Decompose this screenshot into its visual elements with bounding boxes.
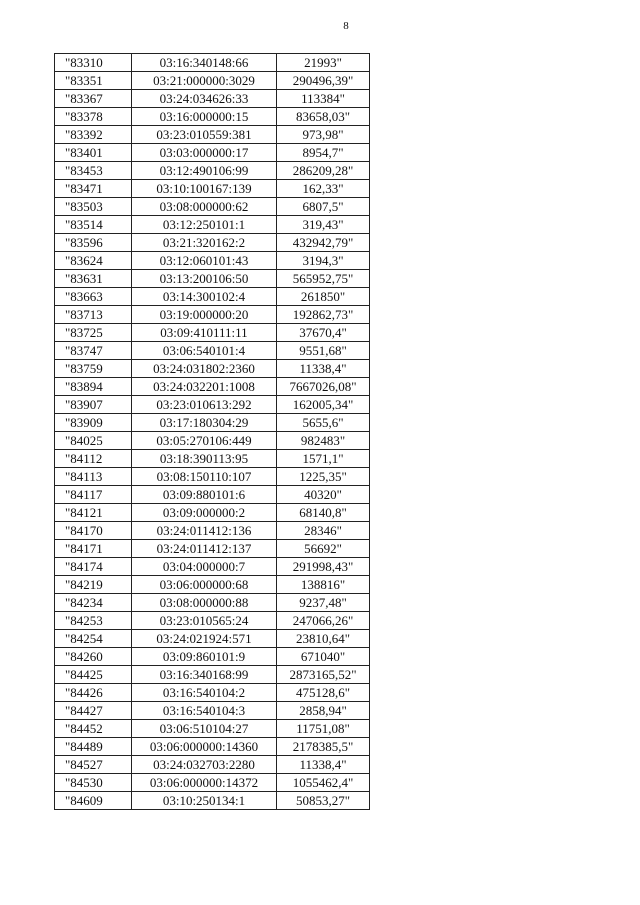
- value-cell: 432942,79": [277, 234, 370, 252]
- cadastral-number-cell: 03:23:010559:381: [132, 126, 277, 144]
- row-code-cell: "83378: [55, 108, 132, 126]
- table-row: [55, 252, 370, 270]
- value-cell: 9551,68": [277, 342, 370, 360]
- value-cell: 23810,64": [277, 630, 370, 648]
- cadastral-number-cell: 03:12:490106:99: [132, 162, 277, 180]
- value-cell: 1225,35": [277, 468, 370, 486]
- table-row: [55, 414, 370, 432]
- value-cell: 973,98": [277, 126, 370, 144]
- value-cell: 113384": [277, 90, 370, 108]
- row-code-cell: "84452: [55, 720, 132, 738]
- cadastral-number-cell: 03:24:032703:2280: [132, 756, 277, 774]
- row-code-cell: "83392: [55, 126, 132, 144]
- table-row: [55, 126, 370, 144]
- row-code-cell: "83631: [55, 270, 132, 288]
- value-cell: 9237,48": [277, 594, 370, 612]
- row-code-cell: "83725: [55, 324, 132, 342]
- row-code-cell: "84112: [55, 450, 132, 468]
- row-code-cell: "84527: [55, 756, 132, 774]
- cadastral-number-cell: 03:16:340168:99: [132, 666, 277, 684]
- row-code-cell: "84254: [55, 630, 132, 648]
- row-code-cell: "83894: [55, 378, 132, 396]
- value-cell: 982483": [277, 432, 370, 450]
- table-row: [55, 558, 370, 576]
- value-cell: 83658,03": [277, 108, 370, 126]
- table-row: [55, 216, 370, 234]
- cadastral-number-cell: 03:10:100167:139: [132, 180, 277, 198]
- cadastral-number-cell: 03:16:000000:15: [132, 108, 277, 126]
- cadastral-number-cell: 03:13:200106:50: [132, 270, 277, 288]
- cadastral-number-cell: 03:05:270106:449: [132, 432, 277, 450]
- row-code-cell: "83401: [55, 144, 132, 162]
- row-code-cell: "83713: [55, 306, 132, 324]
- table-row: [55, 648, 370, 666]
- value-cell: 6807,5": [277, 198, 370, 216]
- cadastral-number-cell: 03:21:320162:2: [132, 234, 277, 252]
- cadastral-number-cell: 03:10:250134:1: [132, 792, 277, 810]
- cadastral-number-cell: 03:24:011412:136: [132, 522, 277, 540]
- cadastral-number-cell: 03:06:540101:4: [132, 342, 277, 360]
- value-cell: 319,43": [277, 216, 370, 234]
- cadastral-number-cell: 03:09:860101:9: [132, 648, 277, 666]
- cadastral-number-cell: 03:09:000000:2: [132, 504, 277, 522]
- table-row: [55, 738, 370, 756]
- data-table: [54, 53, 370, 810]
- table-row: [55, 450, 370, 468]
- cadastral-number-cell: 03:06:000000:14372: [132, 774, 277, 792]
- table-row: [55, 180, 370, 198]
- row-code-cell: "83310: [55, 54, 132, 72]
- cadastral-number-cell: 03:14:300102:4: [132, 288, 277, 306]
- value-cell: 671040": [277, 648, 370, 666]
- value-cell: 5655,6": [277, 414, 370, 432]
- table-row: [55, 234, 370, 252]
- row-code-cell: "83514: [55, 216, 132, 234]
- value-cell: 28346": [277, 522, 370, 540]
- row-code-cell: "84171: [55, 540, 132, 558]
- cadastral-number-cell: 03:09:410111:11: [132, 324, 277, 342]
- cadastral-number-cell: 03:17:180304:29: [132, 414, 277, 432]
- row-code-cell: "83907: [55, 396, 132, 414]
- table-row: [55, 540, 370, 558]
- row-code-cell: "83367: [55, 90, 132, 108]
- row-code-cell: "84113: [55, 468, 132, 486]
- table-row: [55, 90, 370, 108]
- row-code-cell: "84174: [55, 558, 132, 576]
- value-cell: 11751,08": [277, 720, 370, 738]
- cadastral-number-cell: 03:08:150110:107: [132, 468, 277, 486]
- value-cell: 68140,8": [277, 504, 370, 522]
- cadastral-number-cell: 03:18:390113:95: [132, 450, 277, 468]
- cadastral-number-cell: 03:16:340148:66: [132, 54, 277, 72]
- value-cell: 286209,28": [277, 162, 370, 180]
- cadastral-number-cell: 03:21:000000:3029: [132, 72, 277, 90]
- row-code-cell: "83909: [55, 414, 132, 432]
- table-row: [55, 306, 370, 324]
- table-row: [55, 360, 370, 378]
- row-code-cell: "84426: [55, 684, 132, 702]
- table-row: [55, 342, 370, 360]
- table-row: [55, 666, 370, 684]
- value-cell: 7667026,08": [277, 378, 370, 396]
- value-cell: 1571,1": [277, 450, 370, 468]
- row-code-cell: "84489: [55, 738, 132, 756]
- page-number: 8: [343, 20, 349, 32]
- table-row: [55, 432, 370, 450]
- row-code-cell: "84117: [55, 486, 132, 504]
- row-code-cell: "84425: [55, 666, 132, 684]
- table-row: [55, 288, 370, 306]
- value-cell: 21993": [277, 54, 370, 72]
- cadastral-number-cell: 03:09:880101:6: [132, 486, 277, 504]
- table-row: [55, 198, 370, 216]
- row-code-cell: "83503: [55, 198, 132, 216]
- cadastral-number-cell: 03:16:540104:2: [132, 684, 277, 702]
- table-row: [55, 504, 370, 522]
- row-code-cell: "83351: [55, 72, 132, 90]
- cadastral-number-cell: 03:16:540104:3: [132, 702, 277, 720]
- row-code-cell: "84219: [55, 576, 132, 594]
- row-code-cell: "84121: [55, 504, 132, 522]
- value-cell: 475128,6": [277, 684, 370, 702]
- cadastral-number-cell: 03:24:034626:33: [132, 90, 277, 108]
- table-row: [55, 378, 370, 396]
- table-row: [55, 594, 370, 612]
- value-cell: 40320": [277, 486, 370, 504]
- table-row: [55, 756, 370, 774]
- cadastral-number-cell: 03:24:032201:1008: [132, 378, 277, 396]
- cadastral-number-cell: 03:24:031802:2360: [132, 360, 277, 378]
- row-code-cell: "84025: [55, 432, 132, 450]
- table-row: [55, 774, 370, 792]
- table-row: [55, 792, 370, 810]
- table-row: [55, 486, 370, 504]
- table-row: [55, 612, 370, 630]
- table-row: [55, 576, 370, 594]
- value-cell: 3194,3": [277, 252, 370, 270]
- row-code-cell: "83453: [55, 162, 132, 180]
- row-code-cell: "84234: [55, 594, 132, 612]
- value-cell: 50853,27": [277, 792, 370, 810]
- value-cell: 247066,26": [277, 612, 370, 630]
- cadastral-number-cell: 03:08:000000:88: [132, 594, 277, 612]
- table-row: [55, 702, 370, 720]
- table-row: [55, 108, 370, 126]
- table-row: [55, 468, 370, 486]
- row-code-cell: "83759: [55, 360, 132, 378]
- value-cell: 162,33": [277, 180, 370, 198]
- table-row: [55, 162, 370, 180]
- row-code-cell: "83624: [55, 252, 132, 270]
- value-cell: 192862,73": [277, 306, 370, 324]
- table-row: [55, 720, 370, 738]
- cadastral-number-cell: 03:19:000000:20: [132, 306, 277, 324]
- row-code-cell: "83471: [55, 180, 132, 198]
- table-row: [55, 270, 370, 288]
- value-cell: 8954,7": [277, 144, 370, 162]
- value-cell: 291998,43": [277, 558, 370, 576]
- row-code-cell: "83596: [55, 234, 132, 252]
- row-code-cell: "84260: [55, 648, 132, 666]
- value-cell: 1055462,4": [277, 774, 370, 792]
- value-cell: 11338,4": [277, 756, 370, 774]
- table-row: [55, 144, 370, 162]
- row-code-cell: "84170: [55, 522, 132, 540]
- value-cell: 162005,34": [277, 396, 370, 414]
- table-row: [55, 684, 370, 702]
- table-row: [55, 522, 370, 540]
- table-row: [55, 324, 370, 342]
- value-cell: 261850": [277, 288, 370, 306]
- row-code-cell: "84427: [55, 702, 132, 720]
- cadastral-number-cell: 03:08:000000:62: [132, 198, 277, 216]
- value-cell: 565952,75": [277, 270, 370, 288]
- value-cell: 2858,94": [277, 702, 370, 720]
- cadastral-number-cell: 03:03:000000:17: [132, 144, 277, 162]
- cadastral-number-cell: 03:12:060101:43: [132, 252, 277, 270]
- value-cell: 37670,4": [277, 324, 370, 342]
- cadastral-number-cell: 03:06:000000:68: [132, 576, 277, 594]
- row-code-cell: "84609: [55, 792, 132, 810]
- row-code-cell: "84530: [55, 774, 132, 792]
- row-code-cell: "83663: [55, 288, 132, 306]
- value-cell: 138816": [277, 576, 370, 594]
- value-cell: 2873165,52": [277, 666, 370, 684]
- value-cell: 2178385,5": [277, 738, 370, 756]
- table-row: [55, 396, 370, 414]
- cadastral-number-cell: 03:04:000000:7: [132, 558, 277, 576]
- table-row: [55, 72, 370, 90]
- table-body: [55, 54, 370, 810]
- cadastral-number-cell: 03:12:250101:1: [132, 216, 277, 234]
- cadastral-number-cell: 03:24:011412:137: [132, 540, 277, 558]
- value-cell: 11338,4": [277, 360, 370, 378]
- cadastral-number-cell: 03:06:000000:14360: [132, 738, 277, 756]
- table-row: [55, 630, 370, 648]
- table-row: [55, 54, 370, 72]
- row-code-cell: "84253: [55, 612, 132, 630]
- cadastral-number-cell: 03:06:510104:27: [132, 720, 277, 738]
- cadastral-number-cell: 03:24:021924:571: [132, 630, 277, 648]
- value-cell: 56692": [277, 540, 370, 558]
- value-cell: 290496,39": [277, 72, 370, 90]
- cadastral-number-cell: 03:23:010613:292: [132, 396, 277, 414]
- cadastral-number-cell: 03:23:010565:24: [132, 612, 277, 630]
- row-code-cell: "83747: [55, 342, 132, 360]
